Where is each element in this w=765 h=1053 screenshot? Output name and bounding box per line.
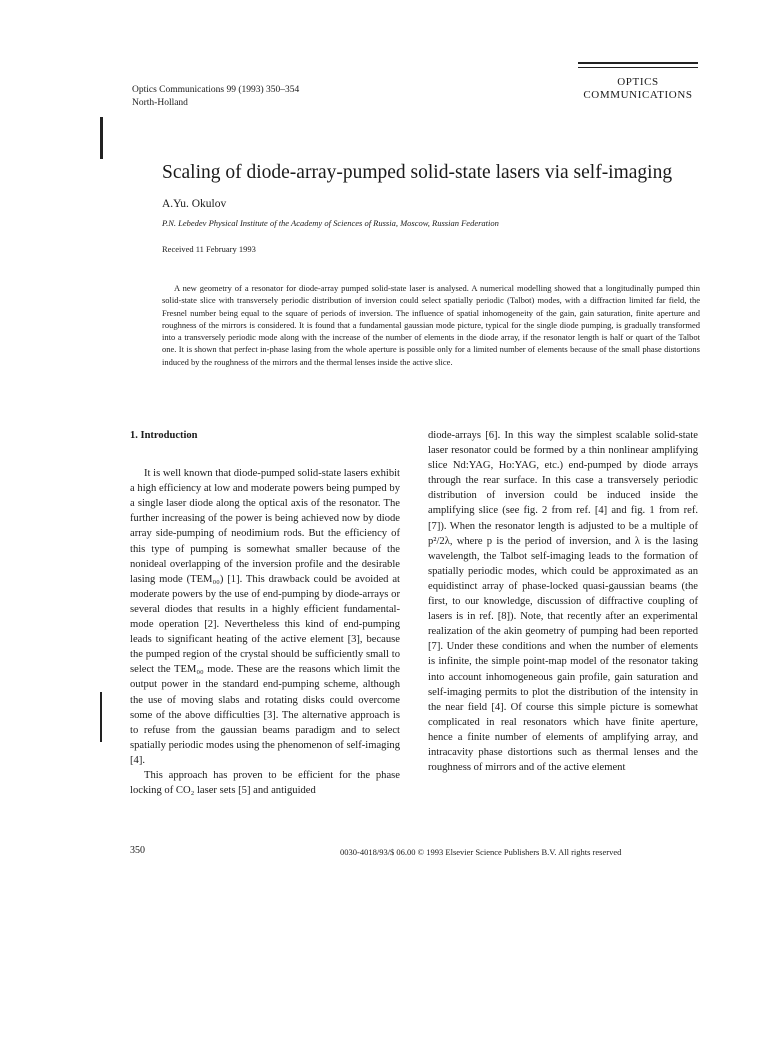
masthead-rule-thin (578, 67, 698, 68)
paragraph: diode-arrays [6]. In this way the simplest scalable solid-state laser resonator could be formed by a thin nonlinear amplifying slice Nd:YAG, Ho:YAG, etc.) end-pumped by diode arrays through the rear surface. In this case a transversely periodic distribution of inversion could be induced inside the amplifying slice (see fig. 2 from ref. [4] and fig. 1 from ref. [7]). When the resonator length is adjusted to be a multiple of p²/2λ, where p is the period of inversion, and λ is the lasing wavelength, the Talbot self-imaging leads to the formation of spatially periodic modes, which could be approximated as an equidistinct array of phase-locked quasi-gaussian beams (the first, to our knowledge, discussion of diffractive coupling of lasers is in ref. [8]). Note, that recently after an experimental realization of the akin geometry of pumping had been reported [7]. Under these conditions and when the number of elements is infinite, the simple point-map model of the resonator taking into account inhomogeneous gain profile, gain saturation and self-imaging permits to plot the distribution of the intensity in the near field [4]. Of course this simple picture is somewhat complicated in real resonators which have finite aperture, hence a finite number of elements of amplifying array, and intracavity phase distortions such as thermal lenses and the roughness of mirrors and of the active element (428, 430, 698, 774)
margin-mark-bottom (100, 692, 102, 742)
copyright-line: 0030-4018/93/$ 06.00 © 1993 Elsevier Science Publishers B.V. All rights reserved (340, 847, 622, 857)
masthead-line1: OPTICS (617, 76, 659, 88)
author-affiliation: P.N. Lebedev Physical Institute of the Academy of Sciences of Russia, Moscow, Russian Federation (162, 218, 499, 228)
masthead-line2: COMMUNICATIONS (583, 89, 693, 101)
abstract: A new geometry of a resonator for diode-array pumped solid-state laser is analysed. A numerical modelling showed that a longitudinally pumped thin solid-state slice with transversely periodic distribution of inversion could select spatially periodic (Talbot) modes, with a diffraction limited far field, the Fresnel number being equal to the square of periods of inversion. The influence of spatial inhomogeneity of the gain, gain saturation, finite aperture and roughness of the mirrors is considered. It is found that a fundamental gaussian mode picture, typical for the single diode pumping, is gradually transformed into a transversely periodic mode along with the increase of the number of elements in the diode array, if the resonator length is half or quart of the Talbot one. It is shown that perfect in-phase lasing from the whole aperture is possible only for a limited number of elements because of the small phase distortions induced by the roughness of the mirrors and the thermal lenses inside the active slice. (162, 283, 700, 367)
article-author: A.Yu. Okulov (162, 198, 227, 210)
publisher: North-Holland (132, 98, 188, 108)
journal-citation-block (132, 84, 299, 110)
journal-masthead (578, 62, 698, 102)
received-date: Received 11 February 1993 (162, 244, 256, 254)
masthead-rule-thick (578, 62, 698, 64)
left-column (130, 428, 400, 798)
article-title: Scaling of diode-array-pumped solid-state lasers via self-imaging (162, 162, 673, 183)
paragraph: It is well known that diode-pumped solid-state lasers exhibit a high efficiency at low and moderate powers being pumped by a single laser diode along the optical axis of the resonator. The further increasing of the power is being achieved now by diode array side-pumping of neodimium rods. But the efficiency of this type of pumping is somewhat smaller because of the nonideal overlapping of the inversion profile and the desirable lasing mode (TEM₀₀) [1]. This drawback could be avoided at moderate powers by the use of end-pumping by diode-arrays or several diodes that results in a highly efficient fundamental-mode operation [2]. Nevertheless this kind of end-pumping leads to significant heating of the active element [3], because the pumped region of the crystal should be sufficiently small to select the TEM₀₀ mode. These are the reasons which limit the output power in the standard end-pumping scheme, although the use of moving slabs and rotating disks could overcome some of the above difficulties [3]. The alternative approach is to refuse from the gaussian beams paradigm and to select spatially periodic modes using the phenomenon of self-imaging [4]. (130, 468, 400, 766)
journal-citation: Optics Communications 99 (1993) 350–354 (132, 85, 300, 95)
right-column (428, 428, 698, 775)
page-number: 350 (130, 845, 145, 856)
paragraph: This approach has proven to be efficient for the phase locking of CO₂ laser sets [5] and antiguided (130, 769, 400, 797)
section-heading: 1. Introduction (130, 430, 198, 441)
margin-mark-top (100, 117, 103, 159)
